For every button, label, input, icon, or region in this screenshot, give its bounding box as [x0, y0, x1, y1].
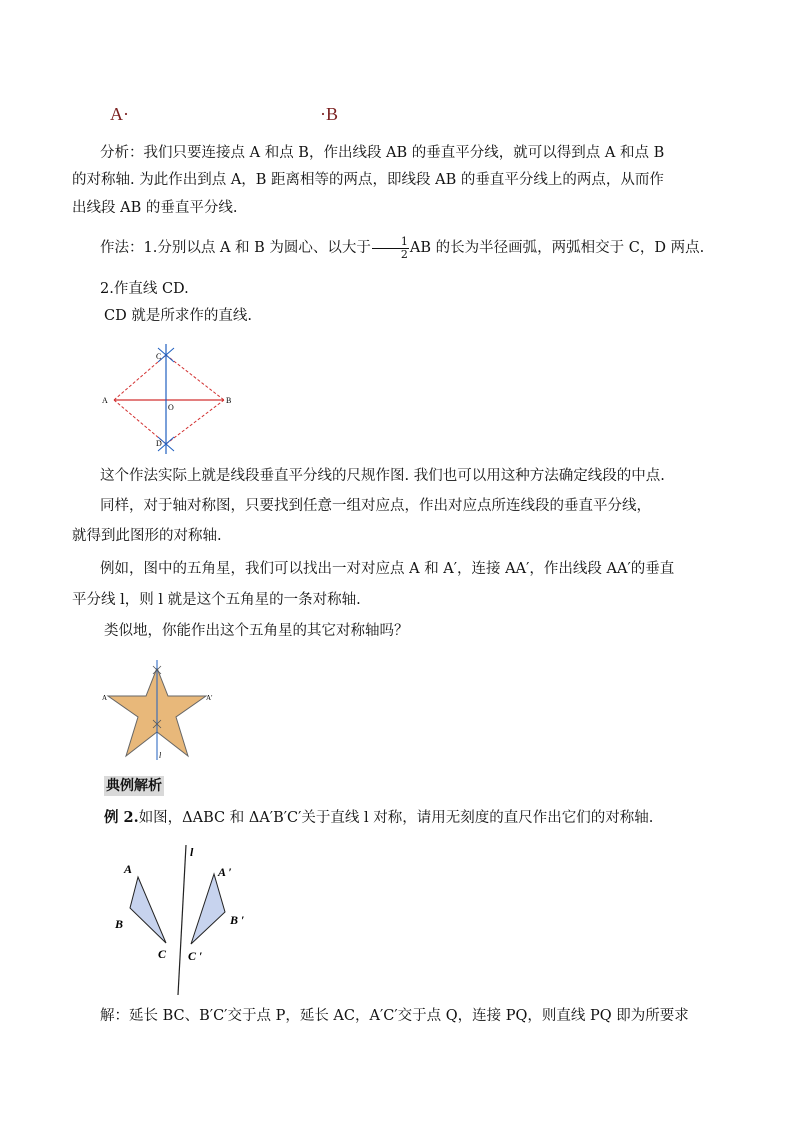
fraction-numerator: 1 [372, 236, 409, 249]
method-step-2: 2.作直线 CD. [100, 281, 189, 297]
fig3-label-b: B [115, 917, 124, 931]
analysis-line-1: 分析：我们只要连接点 A 和点 B，作出线段 AB 的垂直平分线，就可以得到点 A 和点 B [100, 145, 665, 161]
solution-text: 解：延长 BC、B′C′交于点 P，延长 AC，A′C′交于点 Q，连接 PQ，则直线 PQ 即为所要求 [100, 1008, 689, 1024]
fig2-label-a-prime: A′ [206, 694, 213, 702]
analysis-line-2: 的对称轴. 为此作出到点 A，B 距离相等的两点，即线段 AB 的垂直平分线上的两点，从而作 [72, 172, 664, 188]
dashed-cb [166, 355, 224, 400]
fig1-label-c: C [156, 352, 162, 361]
example-2 [104, 805, 754, 831]
paragraph-star-line-1: 例如，图中的五角星，我们可以找出一对对应点 A 和 A′，连接 AA′，作出线段 AA′的垂直 [100, 561, 675, 577]
point-a-label: A· [110, 104, 129, 124]
fig2-label-a: A [102, 694, 108, 702]
paragraph-axis-line-1: 同样，对于轴对称图，只要找到任意一组对应点，作出对应点所连线段的垂直平分线， [100, 498, 651, 514]
fig3-label-a: A [124, 862, 133, 876]
paragraph-axis-line-2: 就得到此图形的对称轴. [72, 528, 222, 544]
analysis-line-3: 出线段 AB 的垂直平分线. [72, 200, 238, 216]
fig3-label-c-prime: C ′ [188, 949, 203, 963]
fraction-half [372, 236, 409, 261]
figure-star [100, 660, 220, 770]
figure-triangles [108, 840, 268, 1000]
dashed-db [166, 400, 224, 444]
section-heading: 典例解析 [106, 778, 162, 794]
method-step-1 [72, 235, 722, 261]
fig1-label-b: B [226, 396, 232, 405]
paragraph-question: 类似地，你能作出这个五角星的其它对称轴吗？ [104, 623, 409, 639]
point-b-label: ·B [320, 104, 338, 124]
paragraph-star-line-2: 平分线 l，则 l 就是这个五角星的一条对称轴. [72, 592, 361, 608]
fig1-label-d: D [156, 439, 162, 448]
fig3-label-b-prime: B ′ [230, 913, 245, 927]
fig1-label-a: A [102, 396, 108, 405]
mirror-line-l [178, 845, 186, 995]
figure-perpendicular-bisector [96, 340, 246, 455]
fig3-label-c: C [158, 947, 167, 961]
method-step-1-post: AB 的长为半径画弧，两弧相交于 C，D 两点. [409, 240, 705, 256]
example-label: 例 2. [104, 809, 139, 826]
fraction-denominator: 2 [400, 247, 408, 261]
fig2-label-l: l [159, 751, 162, 760]
fig3-label-l: l [190, 845, 194, 859]
method-step-1-pre: 作法：1.分别以点 A 和 B 为圆心、以大于 [100, 240, 371, 256]
triangle-abc [130, 877, 166, 943]
example-text: 如图，ΔABC 和 ΔA′B′C′关于直线 l 对称，请用无刻度的直尺作出它们的对称轴. [138, 810, 654, 826]
fig3-label-a-prime: A ′ [218, 865, 232, 879]
paragraph-ruler-compass: 这个作法实际上就是线段垂直平分线的尺规作图. 我们也可以用这种方法确定线段的中点. [100, 468, 665, 484]
method-conclusion: CD 就是所求作的直线. [104, 308, 252, 324]
fig1-label-o: O [168, 403, 174, 412]
triangle-a2b2c2 [191, 874, 225, 944]
